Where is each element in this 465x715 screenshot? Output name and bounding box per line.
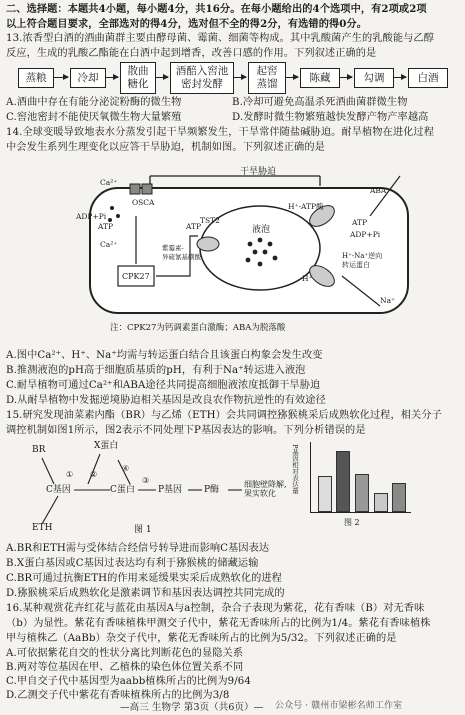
q14-option-c: C.耐旱植物可通过Ca²⁺和ABA途径共同提高细胞液浓度抵御干旱胁迫 [6,380,321,391]
flow-step-3: 散曲 糖化 [120,62,156,94]
chart-caption: 图 2 [344,518,360,527]
label-aba: ABA [370,186,387,195]
chart-bar [392,483,406,512]
flow-step-8: 白酒 [408,68,448,88]
flow-step-6: 陈藏 [300,68,340,88]
chart-bar [336,451,350,512]
fig1-label-cprotein: C蛋白 [110,485,135,495]
flow-arrow [394,77,406,78]
q16-option-a: A.可依据紫花自交的性状分离比判断花色的显隐关系 [6,648,244,659]
chart-plot-area [310,442,411,513]
q13-option-a: A.酒曲中存在有能分泌淀粉酶的微生物 [6,97,182,108]
diagram-note: 注：CPK27为钙调素蛋白激酶；ABA为脱落酸 [110,323,286,333]
fig1-arrow [42,458,54,484]
label-atp-right: ATP [352,218,368,227]
label-drought-title: 干旱胁迫 [240,167,277,177]
fig1-label-cgene: C基因 [46,485,71,495]
label-vacuole: 液泡 [252,225,271,235]
q14-option-a: A.图中Ca²⁺、H⁺、Na⁺均需与转运蛋白结合且该蛋白构象会发生改变 [6,350,323,361]
watermark: 公众号 · 赣州市梁彬名师工作室 [275,701,403,711]
q15-stem-line2: 调控机制如图1所示，图2表示不同处理下P基因表达的影响。下列分析错误的是 [6,425,366,436]
osca-channel [130,184,140,194]
fig1-label-xprotein: X蛋白 [94,441,119,451]
q13-option-b: B.冷却可避免高温杀死酒曲菌群微生物 [232,97,408,108]
q15-figure-1 [30,440,290,540]
flow-step-4: 酒醅入窖池 密封发酵 [170,62,234,94]
fig1-label-4: ④ [122,464,130,473]
q14-stem-line1: 14.全球变暖导致地表水分蒸发引起干旱频繁发生，干旱常伴随盐碱胁迫。耐旱植物在进化过程 [6,127,434,138]
flow-arrow [234,77,246,78]
flow-step-2: 冷却 [70,68,106,88]
flow-arrow [286,77,298,78]
q14-cell-diagram [70,156,420,346]
flow-arrow [54,77,68,78]
flow-arrow [340,77,352,78]
fig1-label-penzyme: P酶 [204,485,220,495]
label-inhibitor: 紫霉素- 异硫氰基磺酸 [162,244,201,261]
q16-stem-line3: 甲与植株乙（AaBb）杂交子代中，紫花无香味所占的比例为5/32。下列叙述正确的是 [6,633,397,644]
flow-step-1: 蒸粮 [18,68,54,88]
q15-figure-2-chart [291,438,416,530]
label-tst2: TST2 [200,216,220,225]
chart-bar [374,493,388,512]
q15-option-b: B.X蛋白基因或C基因过表达均有利于猕猴桃的储藏运输 [6,558,259,569]
q13-stem-line2: 反应，生成的乳酸乙酯能在白酒中起到增香，改善口感的作用。下列叙述正确的是 [6,48,377,59]
q15-option-d: D.猕猴桃采后成熟软化是激素调节和基因表达调控共同完成的 [6,588,285,599]
q13-option-c: C.窖池密封不能使厌氧微生物大量繁殖 [6,112,182,123]
fig1-label-eth: ETH [32,523,53,533]
label-ca-out: Ca²⁺ [100,178,118,187]
q16-option-b: B.两对等位基因在甲、乙植株的染色体位置关系不同 [6,662,244,673]
fig1-label-pgene: P基因 [158,485,183,495]
q15-option-c: C.BR可通过抗衡ETH的作用来延缓果实采后成熟软化的进程 [6,573,282,584]
chart-bar [318,476,332,512]
flow-step-5: 起窖 蒸馏 [248,62,286,94]
fig1-caption: 图 1 [134,525,152,535]
q13-option-d: D.发酵时微生物繁殖越快发酵产物产率越高 [232,112,429,123]
q16-stem-line2: （b）为显性。紫花有香味植株甲测交子代中，紫花无香味所占的比例为1/4。紫花有香味植株 [6,618,431,629]
label-h-atpase: H⁺-ATP酶 [288,202,324,211]
q16-option-c: C.甲自交子代中基因型为aabb植株所占的比例为9/64 [6,676,251,687]
label-ca-in: Ca²⁺ [100,240,118,249]
fig1-arrow [88,454,100,484]
label-antiporter: H⁺-Na⁺逆向 转运蛋白 [342,252,383,269]
q16-option-d: D.乙测交子代中紫花有香味植株所占的比例为3/8 [6,690,230,701]
flow-arrow [106,77,118,78]
label-atp-left: ATP [98,222,114,231]
chart-y-label: P基因相对表达量 [291,444,299,494]
q13-stem-line1: 13.浓香型白酒的酒曲菌群主要由酵母菌、霉菌、细菌等构成。其中乳酸菌产生的乳酸能与乙醇 [6,33,434,44]
section-header-line1: 二、选择题：本题共4小题，每小题4分，共16分。在每小题给出的4个选项中，有2项或2项 [6,3,427,15]
label-osca: OSCA [132,198,155,207]
label-na-ion: Na⁺ [380,296,395,305]
q16-stem-line1: 16.某种观赏花卉红花与蓝花由基因A与a控制，杂合子表现为紫花，花有香味（B）对无香味 [6,603,425,614]
page-footer: —高三 生物学 第3页（共6页）— [120,702,264,713]
q14-option-d: D.从耐旱植物中发掘逆境胁迫相关基因是改良农作物抗逆性的有效途径 [6,395,326,406]
chart-bar [355,474,369,512]
label-adp-right: ADP+Pi [350,230,381,239]
q15-stem-line1: 15.研究发现油菜素内酯（BR）与乙烯（ETH）会共同调控猕猴桃采后成熟软化过程，相关分子 [6,410,442,421]
fig1-arrow [42,496,58,524]
fig1-label-2: ② [90,470,98,479]
fig1-label-3: ③ [142,476,150,485]
label-adp-left: ADP+Pi [76,212,107,221]
label-cpk27: CPK27 [122,272,150,281]
osca-channel [142,184,152,194]
label-h-ion: H⁺ [302,274,313,283]
q14-option-b: B.推测液泡的pH高于细胞质基质的pH，有利于Na⁺转运进入液泡 [6,365,306,376]
flow-arrow [156,77,168,78]
q14-stem-line2: 中会发生系列生理变化以应答干旱胁迫，机制如图。下列叙述正确的是 [6,142,325,153]
q15-option-a: A.BR和ETH需与受体结合经信号转导进而影响C基因表达 [6,543,270,554]
fig1-label-br: BR [32,445,46,455]
fig1-label-result: 细胞壁降解, 果实软化 [244,480,287,498]
fig1-label-1: ① [66,470,74,479]
label-atp-mid: ATP [186,222,202,231]
flow-step-7: 勾调 [354,68,394,88]
section-header-line2: 以上符合题目要求，全部选对的得4分，选对但不全的得2分，有选错的得0分。 [6,18,368,30]
cell-diagram-svg [70,156,420,346]
